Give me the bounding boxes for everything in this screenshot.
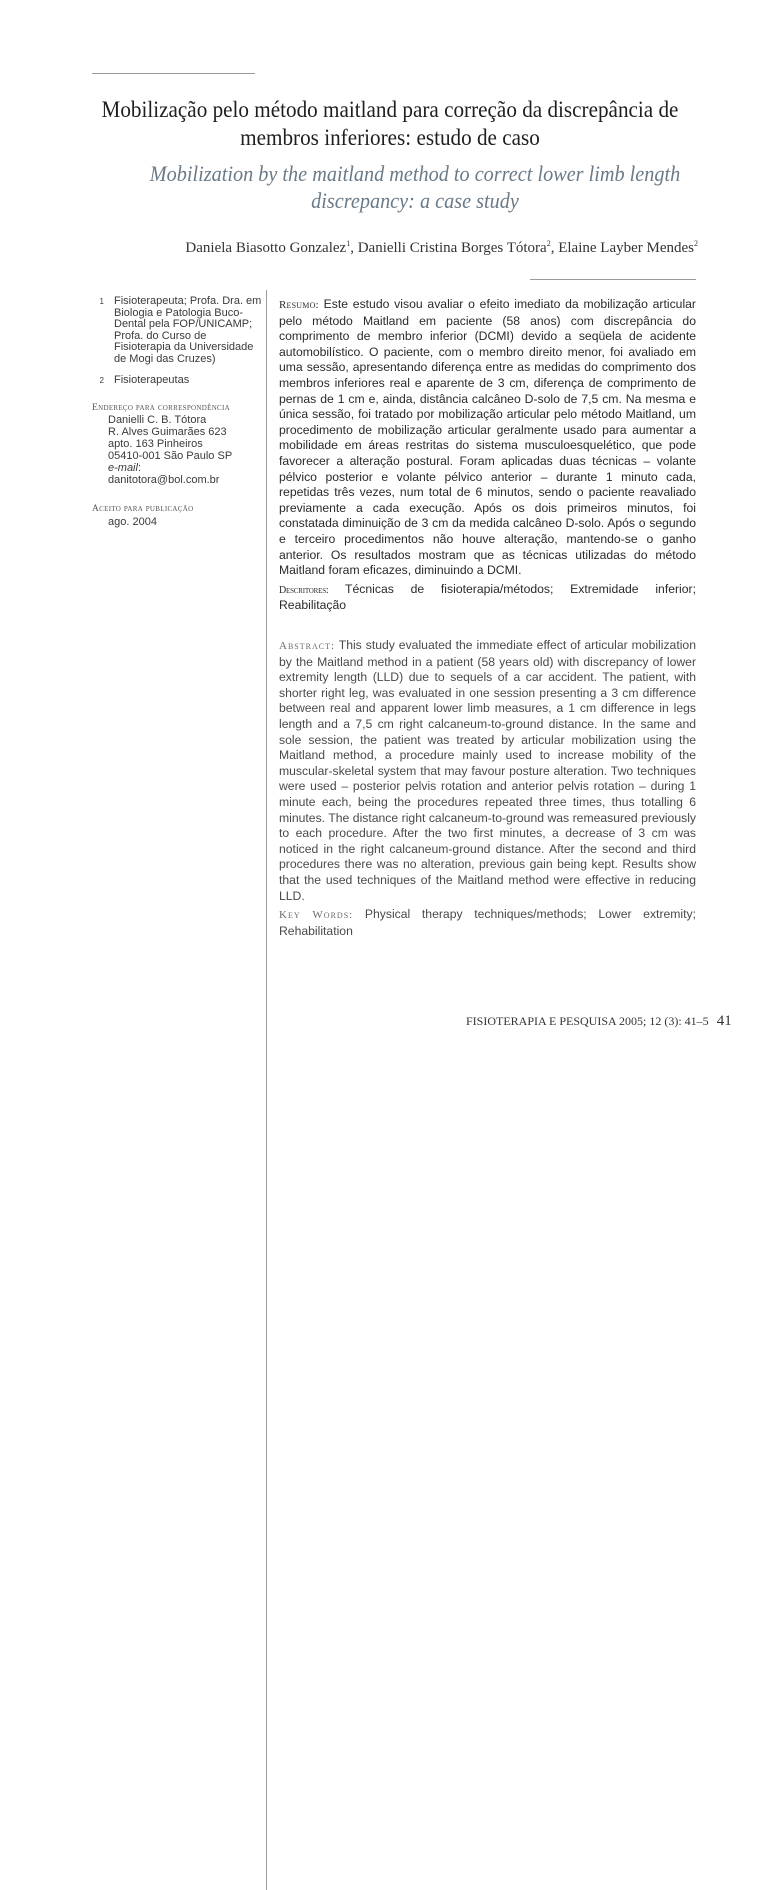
- email-label: e-mail: [108, 462, 138, 474]
- page-footer: [466, 1013, 732, 1030]
- email-address: danitotora@bol.com.br: [108, 474, 220, 486]
- affiliation-number: 2: [99, 376, 104, 385]
- correspondence-address: [92, 414, 262, 486]
- abstract-section: [279, 638, 696, 939]
- address-line: apto. 163 Pinheiros: [108, 438, 203, 450]
- article-title-english: Mobilization by the maitland method to correct lower limb length discrepancy: a case study: [149, 161, 681, 213]
- affiliation-note: [92, 375, 262, 387]
- page-number: 41: [716, 1013, 732, 1029]
- accepted-date: ago. 2004: [108, 515, 157, 528]
- affiliation-text: Fisioterapeuta; Profa. Dra. em Biologia e Patologia Buco-Dental pela FOP/UNICAMP; Profa. do Curso de Fisioterapia da Universidade de Mogi das Cruzes): [114, 295, 262, 365]
- author-list: [150, 234, 698, 258]
- affiliation-number: 1: [99, 297, 104, 306]
- author-separator: ,: [550, 240, 559, 256]
- journal-citation: FISIOTERAPIA E PESQUISA 2005; 12 (3): 41–5: [466, 1014, 709, 1028]
- key-words-label: Key Words:: [279, 909, 354, 922]
- key-words-line: [279, 907, 696, 939]
- article-title-portuguese: Mobilização pelo método maitland para correção da discrepância de membros inferiores: estudo de caso: [101, 97, 679, 150]
- affiliation-text: Fisioterapeutas: [114, 374, 190, 386]
- author-affiliation-mark: 2: [546, 239, 551, 248]
- accepted-heading: Aceito para publicação: [92, 504, 194, 514]
- author-affiliation-mark: 2: [694, 239, 698, 248]
- author-name: Danielli Cristina Borges Tótora: [357, 240, 547, 256]
- address-line: Danielli C. B. Tótora: [108, 414, 207, 426]
- resumo-text: Este estudo visou avaliar o efeito imediato da mobilização articular pelo método Maitland em paciente (58 anos) com discrepância do comprimento de membro inferior (DCMI) devido a seqüela de acidente automobilístico. O paciente, com o membro direito menor, foi avaliado em uma sessão, apresentando diferença entre as medidas do comprimento dos membros inferiores real e aparente de 3 cm, diferença de comprimento de pernas de 1 cm e, ainda, distância calcâneo D-solo de 7,5 cm. Na mesma e única sessão, foi tratado por mobilização articular pelo método Maitland, um procedimento de mobilização articular geralmente usado para aumentar a mobilidade em áreas restritas do sistema musculoesquelético, que pode favorecer a alteração postural. Foram aplicadas duas técnicas – volante pélvico posterior e volante pélvico anterior – durante 1 minuto cada, repetidas três vezes, num total de 6 minutos, sendo o paciente reavaliado previamente a cada execução. Após os dois primeiros minutos, foi constatada diminuição de 3 cm da medida calcâneo D-solo. Após o segundo e terceiro procedimentos não houve alteração, mantendo-se o ganho anterior. Os resultados mostram que as técnicas utilizadas do método Maitland foram eficazes, diminuindo a DCMI.: [279, 297, 696, 578]
- key-words-text: Physical therapy techniques/methods; Lower extremity; Rehabilitation: [279, 907, 697, 938]
- top-left-rule: [92, 73, 255, 74]
- author-separator: ,: [350, 240, 358, 256]
- author-name: Daniela Biasotto Gonzalez: [185, 240, 347, 256]
- abstract-paragraph: [279, 638, 696, 904]
- sidebar-notes: [92, 296, 262, 528]
- resumo-label: Resumo:: [279, 299, 319, 311]
- descritores-label: Descritores:: [279, 584, 329, 596]
- affiliation-note: [92, 296, 262, 365]
- author-name: Elaine Layber Mendes: [558, 240, 694, 256]
- abstract-text: This study evaluated the immediate effect of articular mobilization by the Maitland method in a patient (58 years old) with discrepancy of lower extremity length (LLD) due to sequels of a car accident. The patient, with shorter right leg, was evaluated in one session presenting a 3 cm difference between real and apparent lower limb measures, a 1 cm difference in legs length and a 7,5 cm right calcaneum-to-ground distance. In the same and sole session, the patient was treated by articular mobilization using the Maitland method, a procedure mainly used to increase mobility of the muscular-skeletal system that may favour posture alteration. Two techniques were used – posterior pelvis rotation and anterior pelvis rotation – during 1 minute each, being the procedures repeated three times, thus totalling 6 minutes. The distance right calcaneum-to-ground was remeasured previously to each procedure. After the two first minutes, a decrease of 3 cm was noticed in the right calcaneum-ground distance. After the second and third procedures there was no alteration, previous gain being kept. Results show that the used techniques of the Maitland method were effective in reducing LLD.: [279, 638, 696, 903]
- resumo-section: [279, 297, 696, 614]
- abstract-label: Abstract:: [279, 640, 336, 652]
- authors-underline-rule: [530, 279, 696, 280]
- resumo-paragraph: [279, 297, 696, 579]
- email-line: e-mail:: [108, 462, 142, 474]
- address-line: R. Alves Guimarães 623: [108, 426, 227, 438]
- descritores-line: [279, 582, 696, 614]
- descritores-text: Técnicas de fisioterapia/métodos; Extremidade inferior; Reabilitação: [279, 581, 696, 613]
- author-affiliation-mark: 1: [346, 239, 351, 248]
- address-line: 05410-001 São Paulo SP: [108, 450, 233, 462]
- correspondence-heading: Endereço para correspondência: [92, 402, 231, 413]
- column-divider: [266, 290, 267, 1890]
